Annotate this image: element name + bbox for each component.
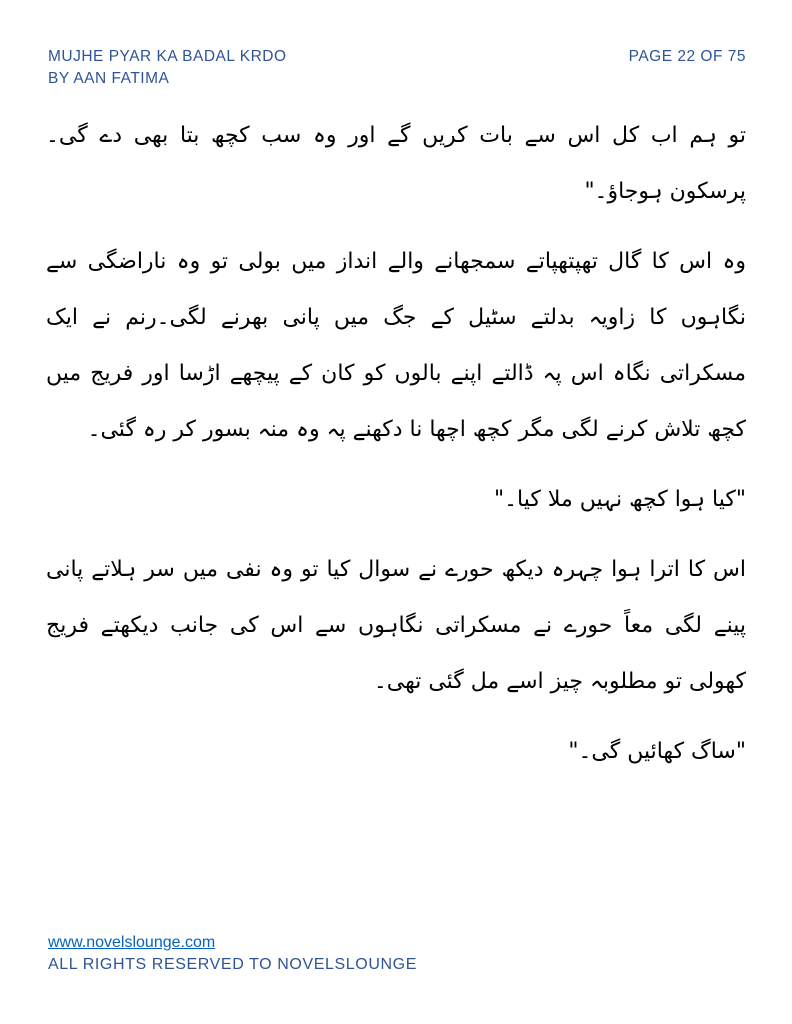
paragraph: اس کا اترا ہوا چہرہ دیکھ حورے نے سوال کیا تو وہ نفی میں سر ہلاتے پانی پینے لگی معاً حورے نے مسکراتی نگاہوں سے اس کی جانب دیکھتے فریج کھولی تو مطلوبہ چیز اسے مل گئی تھی۔ (46, 557, 746, 694)
page-footer (48, 932, 417, 976)
paragraph: "کیا ہوا کچھ نہیں ملا کیا۔" (494, 487, 746, 512)
paragraph: وہ اس کا گال تھپتھپاتے سمجھانے والے انداز میں بولی تو وہ ناراضگی سے نگاہوں کا زاویہ بدلتے سٹیل کے جگ میں پانی بھرنے لگی۔رنم نے ایک مسکراتی نگاہ اس پہ ڈالتے اپنے بالوں کو کان کے پیچھے اڑسا اور فریج میں کچھ تلاش کرنے لگی مگر کچھ اچھا نا دکھنے پہ وہ منہ بسور کر رہ گئی۔ (46, 249, 746, 442)
website-link[interactable]: www.novelslounge.com (48, 934, 216, 951)
novel-title: MUJHE PYAR KA BADAL KRDO (48, 48, 287, 65)
page-header-left (48, 46, 287, 90)
copyright-notice: ALL RIGHTS RESERVED TO NOVELSLOUNGE (48, 956, 417, 973)
body-text (46, 108, 746, 794)
paragraph: تو ہم اب کل اس سے بات کریں گے اور وہ سب کچھ بتا بھی دے گی۔ پرسکون ہوجاؤ۔" (46, 123, 746, 204)
paragraph: "ساگ کھائیں گی۔" (568, 739, 746, 764)
page-number: PAGE 22 OF 75 (628, 48, 746, 65)
author-line: BY AAN FATIMA (48, 70, 170, 87)
